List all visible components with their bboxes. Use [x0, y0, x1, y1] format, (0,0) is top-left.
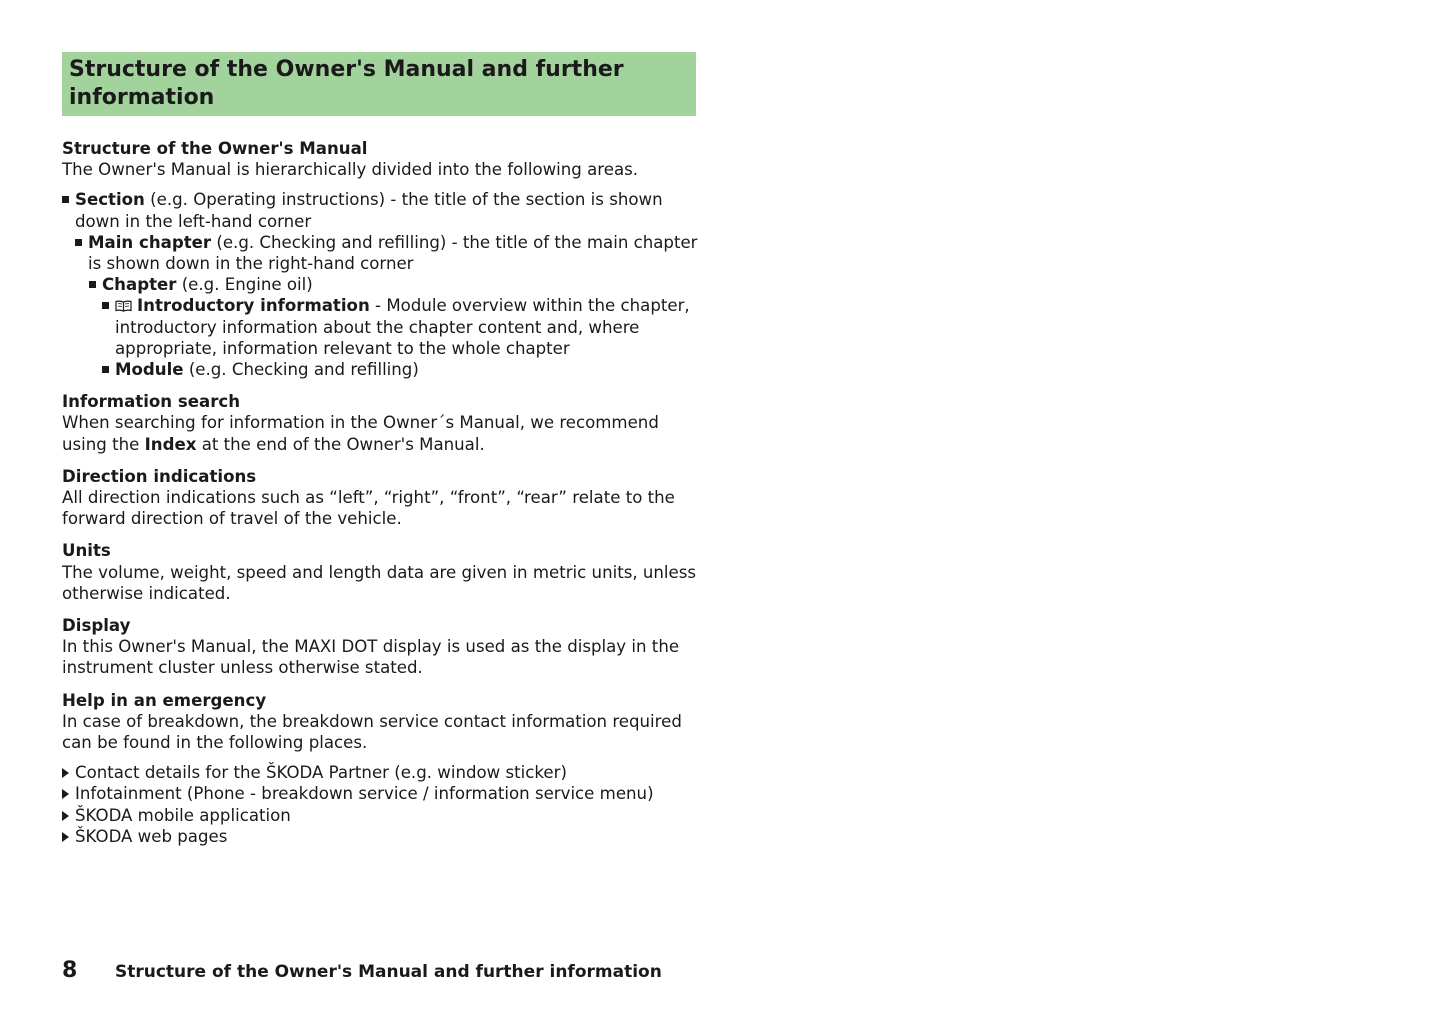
bullet-square-icon	[62, 196, 69, 203]
list-item-text: (e.g. Operating instructions) - the title of the section is shown down in the left-hand corner	[75, 190, 663, 231]
section-help-in-emergency	[62, 690, 702, 847]
list-item	[62, 805, 702, 826]
list-item-bold: Module	[115, 360, 184, 380]
list-item-text: - Module overview within the chapter, introductory information about the chapter content and, where appropriate, information relevant to the whole chapter	[115, 296, 690, 358]
list-item	[62, 295, 702, 359]
display-text: In this Owner's Manual, the MAXI DOT display is used as the display in the instrument cluster unless otherwise stated.	[62, 637, 680, 678]
list-item-bold: Section	[75, 190, 145, 210]
chapter-banner	[62, 52, 696, 116]
emergency-text: In case of breakdown, the breakdown service contact information required can be found in the following places.	[62, 711, 682, 753]
units-text: The volume, weight, speed and length data are given in metric units, unless otherwise indicated.	[62, 562, 697, 603]
list-item	[62, 359, 702, 380]
units-heading: Units	[62, 541, 111, 561]
bullet-triangle-icon	[62, 832, 69, 842]
search-text-bold: Index	[144, 434, 197, 454]
direction-heading: Direction indications	[62, 466, 257, 486]
bullet-triangle-icon	[62, 811, 69, 821]
page-number: 8	[62, 958, 78, 983]
list-item-text: ŠKODA mobile application	[75, 805, 291, 825]
page-body	[62, 138, 702, 847]
structure-list	[62, 189, 702, 380]
section-structure	[62, 138, 702, 380]
section-units	[62, 540, 702, 604]
list-item	[62, 826, 702, 847]
list-item-text: (e.g. Engine oil)	[176, 275, 313, 295]
list-item	[62, 274, 702, 295]
emergency-list	[62, 762, 702, 847]
list-item-text: Contact details for the ŠKODA Partner (e.g. window sticker)	[75, 763, 567, 783]
direction-text: All direction indications such as “left”, “right”, “front”, “rear” relate to the forward direction of travel of the vehicle.	[62, 488, 675, 529]
structure-intro: The Owner's Manual is hierarchically divided into the following areas.	[62, 160, 639, 180]
chapter-title: Structure of the Owner's Manual and further information	[69, 57, 624, 110]
emergency-heading: Help in an emergency	[62, 690, 267, 710]
list-item-bold: Introductory information	[137, 296, 370, 316]
footer-title: Structure of the Owner's Manual and further information	[115, 962, 662, 982]
list-item	[62, 189, 702, 231]
list-item	[62, 783, 702, 804]
open-book-icon	[115, 300, 132, 312]
structure-heading: Structure of the Owner's Manual	[62, 139, 368, 158]
bullet-square-icon	[102, 302, 109, 309]
list-item-bold: Main chapter	[88, 232, 212, 252]
list-item-text: (e.g. Checking and refilling) - the title of the main chapter is shown down in the right-hand corner	[88, 232, 698, 274]
list-item-bold: Chapter	[102, 275, 177, 295]
list-item-text: ŠKODA web pages	[75, 826, 228, 846]
search-text-after: at the end of the Owner's Manual.	[196, 434, 485, 454]
section-information-search	[62, 391, 702, 455]
search-text-before: When searching for information in the Owner´s Manual, we recommend using the	[62, 413, 659, 454]
list-item	[62, 232, 702, 274]
search-heading: Information search	[62, 392, 241, 412]
list-item	[62, 762, 702, 783]
bullet-triangle-icon	[62, 789, 69, 799]
section-direction-indications	[62, 466, 702, 530]
list-item-text: Infotainment (Phone - breakdown service / information service menu)	[75, 784, 654, 804]
search-text	[62, 412, 702, 454]
bullet-square-icon	[89, 281, 96, 288]
section-display	[62, 615, 702, 679]
bullet-square-icon	[102, 366, 109, 373]
page-footer	[62, 957, 762, 987]
bullet-triangle-icon	[62, 768, 69, 778]
bullet-square-icon	[75, 239, 82, 246]
list-item-text: (e.g. Checking and refilling)	[183, 360, 419, 380]
display-heading: Display	[62, 616, 131, 636]
